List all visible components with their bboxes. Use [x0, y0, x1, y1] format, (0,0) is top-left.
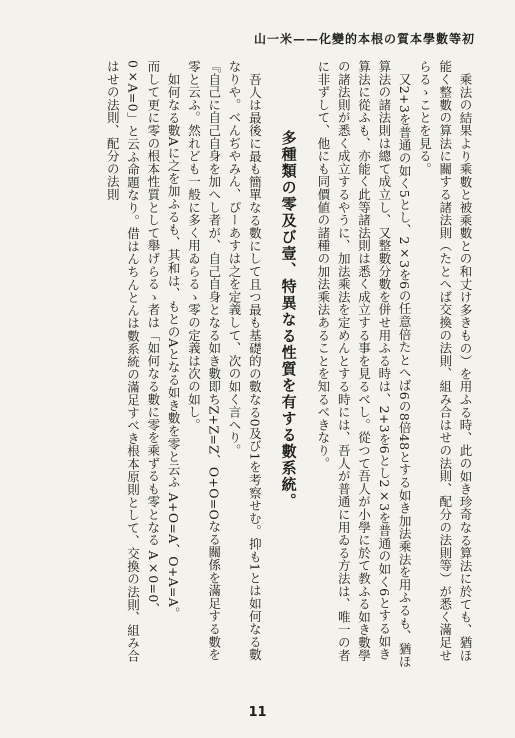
page-number: 11 — [248, 705, 267, 720]
paragraph: 而して更に零の根本性質として舉げらるゝ者は「如何なる數に零を乘ずるも零となる A×0=0、0×A=0」と云ふ命題なり。借はんちんとんは數系統の滿足すべき根本原則として、交換の法則、組み合はせの法則、配分の法則 — [105, 60, 161, 663]
paragraph: 乘法の結果より乘數と被乘數との和丈け多きもの）を用ふる時、此の如き珍奇なる算法に於ても、猶ほ能く整數の算法に關する諸法則（たとへば交換の法則、組み合はせの法則、配分の法則等）が悉く滿足せらるゝことを見る。 — [417, 60, 473, 662]
running-header: 山一米——化變的本根の質本學數等初 — [253, 32, 475, 46]
vertical-text-body — [35, 60, 475, 670]
paragraph: 『自己に自己自身を加へし者が、自己自身となる如き數即ちZ+Z=Z、O+O=Oなる關係を滿足する數を零と云ふ。然れども一般に多く用ゐらるゝ零の定義は次の如し。 — [186, 60, 222, 661]
paragraph: 吾人は最後に最も簡單なる數にして且つ最も基礎的の數なる0及び1を考察せむ。抑も1とは如何なる數なりや。べんぢやみん、ぴーあすは之を定義して、次の如く言へり。 — [227, 60, 263, 661]
paragraph: 如何なる數Aに之を加ふるも、其和は、もとのAとなる如き數を零と云ふ A+O=A、O+A=A。 — [166, 72, 182, 620]
section-heading: 多種類の零及び壹、特異なる性質を有する數系統。 — [279, 130, 298, 510]
paragraph: 又2+3を普通の如く5とし、2×3を6の任意倍たとへば6の8倍48とする如き加法乘法を用ふるも、猶ほ算法の諸法則は總て成立し、又整數分數を併せ用ふる時は、2+3を6とし2×3を普通の如く6とする如き算法に從ふも、亦能く此等諸法則は悉く成立する事を見るべし。從つて吾人が小學に於て教ふる如き數學の諸法則が悉く成立するやうに、加法乘法を定めんとする時には、吾人が普通に用ゐる方法は、唯一の者に非ずして、他にも同價値の諸種の加法乘法あることを知るべきなり。 — [315, 60, 413, 668]
